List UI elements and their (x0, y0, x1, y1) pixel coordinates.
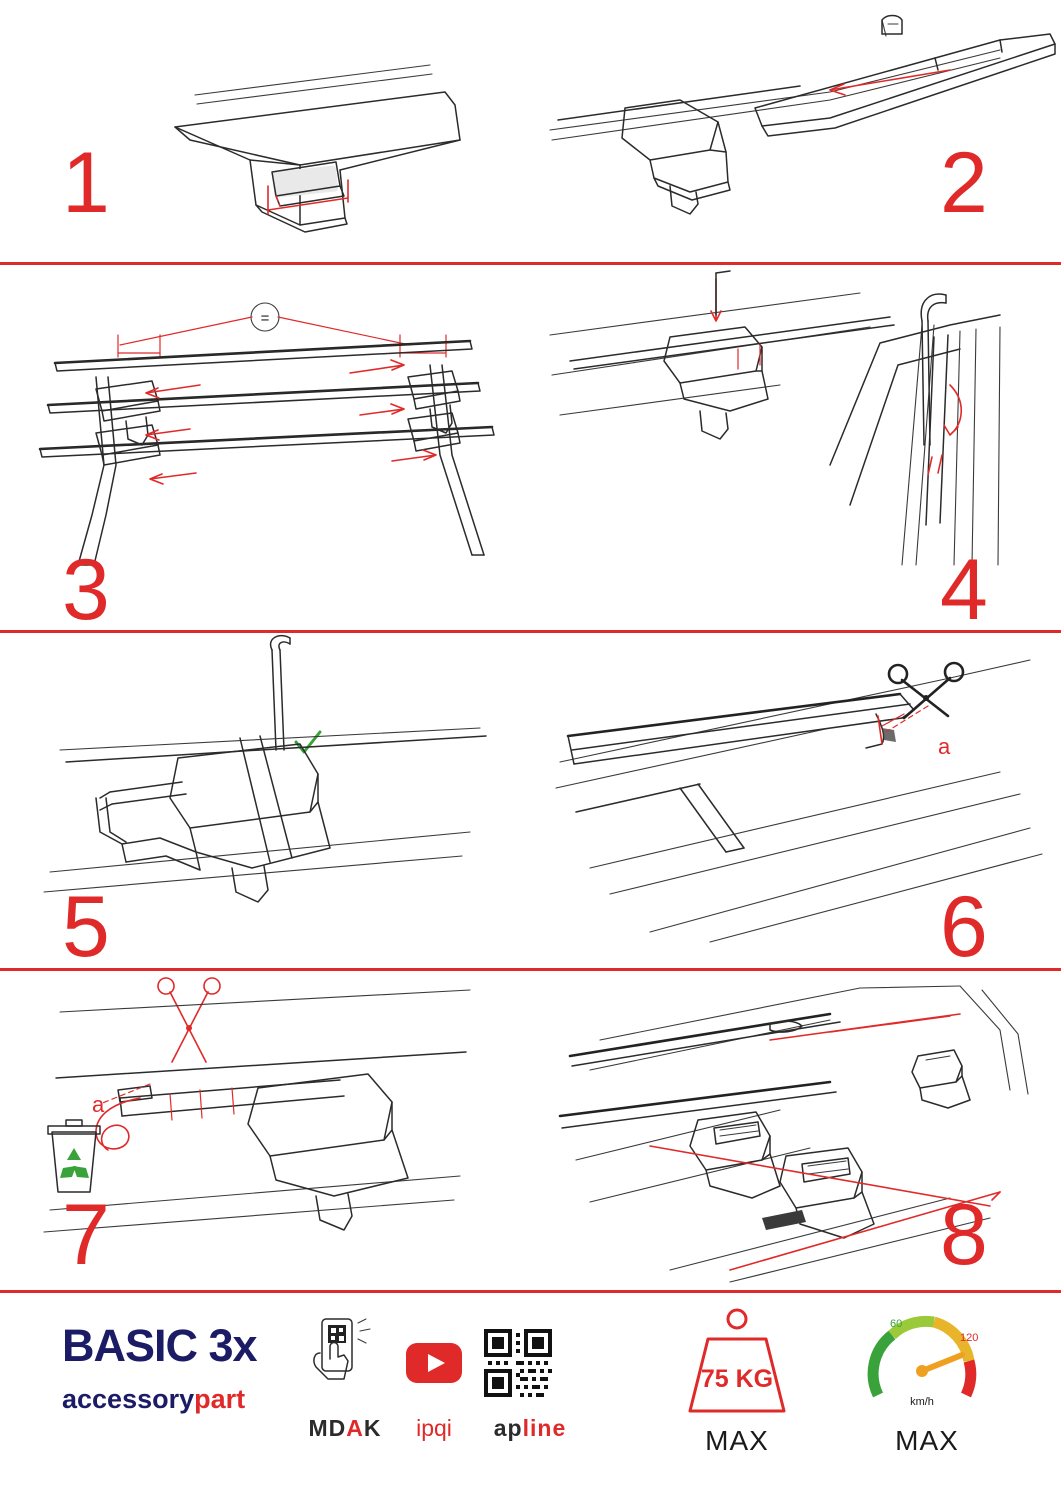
qr-scan-hand-logo (308, 1317, 386, 1391)
apline-logo-label (484, 1415, 576, 1442)
step-6-panel (530, 632, 1061, 975)
row-separator-4 (0, 1290, 1061, 1293)
mdak-accent: A (346, 1415, 364, 1441)
apline-accent: line (522, 1415, 567, 1441)
gauge-max-tick: 120 (960, 1332, 979, 1344)
step-7-panel (0, 970, 530, 1290)
youtube-icon[interactable] (406, 1343, 462, 1383)
product-qty: 3x (208, 1320, 257, 1371)
brand-block (62, 1320, 277, 1414)
product-name-main: BASIC (62, 1320, 198, 1371)
max-speed-caption: MAX (895, 1425, 959, 1456)
qr-code (484, 1329, 552, 1397)
weight-icon (672, 1305, 802, 1417)
trim-label-a: a (92, 1092, 105, 1117)
recycle-bin-icon (48, 1120, 100, 1192)
step-2-panel (530, 0, 1061, 262)
step-1-number: 1 (62, 135, 110, 231)
step-4-panel (530, 265, 1061, 638)
step-6-number: 6 (940, 879, 988, 975)
qr-code-icon (484, 1329, 552, 1397)
step-5-panel (0, 632, 530, 975)
max-speed-block (862, 1305, 992, 1457)
step-8-panel (530, 970, 1061, 1290)
mdak-left: MD (308, 1415, 347, 1441)
gauge-unit: km/h (910, 1396, 934, 1408)
step-4-number: 4 (940, 542, 988, 638)
youtube-logo[interactable] (406, 1343, 462, 1383)
step-3-number: 3 (62, 542, 110, 638)
max-load-value: 75 KG (700, 1365, 774, 1393)
step-7-number: 7 (62, 1187, 110, 1283)
mdak-right: K (363, 1415, 382, 1441)
step-8-number: 8 (940, 1187, 988, 1283)
brand-second: part (194, 1384, 246, 1414)
ipqi-logo-label: ipqi (416, 1415, 452, 1441)
product-name (62, 1320, 277, 1371)
mdak-logo-label (290, 1415, 400, 1442)
max-load-block (672, 1305, 802, 1457)
gauge-min-tick: 60 (890, 1318, 903, 1330)
step-3-panel (0, 265, 530, 638)
scissors-icon-red (158, 978, 220, 1062)
qr-scan-hand-icon (308, 1317, 386, 1391)
step-2-number: 2 (940, 135, 988, 231)
brand-logo-accessorypart (62, 1386, 277, 1413)
scissors-icon (889, 663, 963, 718)
step-5-number: 5 (62, 879, 110, 975)
step-1-panel (0, 0, 530, 262)
trim-label-a: a (938, 734, 951, 759)
brand-first: accessory (62, 1384, 195, 1414)
apline-left: ap (493, 1415, 523, 1441)
equal-label: = (260, 310, 270, 327)
footer (0, 1295, 1061, 1500)
max-load-caption: MAX (705, 1425, 769, 1456)
speedometer-icon (862, 1305, 992, 1417)
